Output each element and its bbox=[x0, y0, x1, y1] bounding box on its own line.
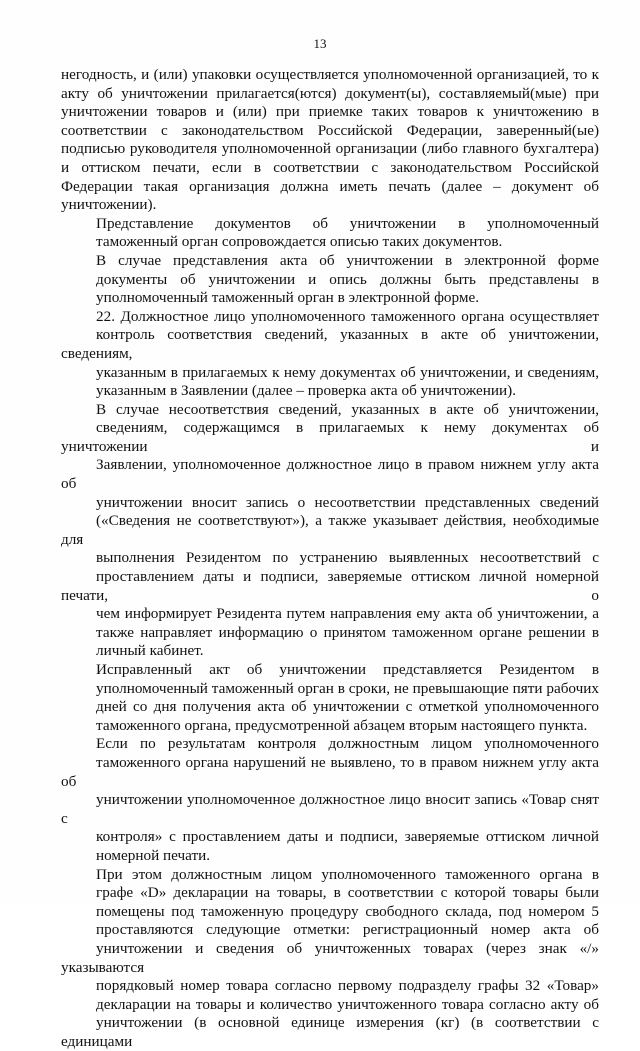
text-line: уничтожении уполномоченное должностное лицо вносит запись «Товар снят с bbox=[61, 791, 599, 827]
text-line: проставлением даты и подписи, заверяемые оттиском личной номерной печати, о bbox=[61, 568, 599, 604]
text-line: указанным в Заявлении (далее – проверка акта об уничтожении). bbox=[96, 382, 516, 400]
paragraph bbox=[61, 735, 599, 865]
text-line: уполномоченный таможенный орган в сроки, не превышающие пяти рабочих bbox=[96, 679, 599, 697]
paragraph bbox=[61, 252, 599, 308]
text-line: таможенного органа нарушений не выявлено, то в правом нижнем углу акта об bbox=[61, 753, 599, 790]
text-line: порядковый номер товара согласно первому подразделу графы 32 «Товар» bbox=[96, 977, 599, 995]
text-line: контроль соответствия сведений, указанных в акте об уничтожении, сведениям, bbox=[61, 326, 599, 362]
text-line: негодность, и (или) упаковки осуществляется уполномоченной организацией, то к bbox=[61, 66, 599, 83]
text-line: декларации на товары и количество уничтоженного товара согласно акту об bbox=[96, 995, 599, 1013]
text-line: также направляет информацию о принятом таможенном органе решении в bbox=[96, 623, 599, 641]
text-line: В случае несоответствия сведений, указанных в акте об уничтожении, bbox=[96, 400, 599, 418]
text-line: уничтожении (в основной единице измерения (кг) (в соответствии с единицами bbox=[61, 1014, 599, 1050]
paragraph bbox=[61, 308, 599, 401]
text-line: При этом должностным лицом уполномоченного таможенного органа в bbox=[96, 865, 599, 883]
paragraph bbox=[61, 661, 599, 735]
text-line: помещены под таможенную процедуру свободного склада, под номером 5 bbox=[96, 902, 599, 920]
text-line: указанным в прилагаемых к нему документах об уничтожении, и сведениям, bbox=[96, 363, 599, 381]
text-line: чем информирует Резидента путем направления ему акта об уничтожении, а bbox=[96, 605, 599, 623]
text-line: В случае представления акта об уничтожении в электронной форме bbox=[96, 251, 599, 269]
text-line: документы об уничтожении и опись должны быть представлены в bbox=[96, 270, 599, 288]
text-line: Заявлении, уполномоченное должностное лицо в правом нижнем углу акта об bbox=[61, 456, 599, 493]
text-line: сведениям, содержащимся в прилагаемых к нему документах об уничтожении и bbox=[61, 419, 599, 455]
text-line: Федерации такая организация должна иметь печать (далее – документ об bbox=[61, 177, 599, 195]
text-line: выполнения Резидентом по устранению выявленных несоответствий с bbox=[96, 549, 599, 567]
text-line: и оттиском печати, если в соответствии с законодательством Российской bbox=[61, 158, 599, 176]
text-line: контроля» с проставлением даты и подписи, заверяемые оттиском личной bbox=[96, 828, 599, 846]
paragraph bbox=[61, 215, 599, 252]
text-line: графе «D» декларации на товары, в соответствии с которой товары были bbox=[96, 884, 599, 902]
text-line: Представление документов об уничтожении в уполномоченный bbox=[96, 214, 599, 232]
text-line: 22. Должностное лицо уполномоченного таможенного органа осуществляет bbox=[96, 307, 599, 325]
paragraph bbox=[61, 66, 599, 215]
text-line: дней со дня получения акта об уничтожении с отметкой уполномоченного bbox=[96, 698, 599, 716]
text-line: подписью руководителя уполномоченной организации (либо главного бухгалтера) bbox=[61, 140, 599, 158]
paragraph bbox=[61, 866, 599, 1051]
text-line: акту об уничтожении прилагается(ются) документ(ы), составляемый(мые) при bbox=[61, 84, 599, 102]
text-line: уничтожении и сведения об уничтоженных товарах (через знак «/» указываются bbox=[61, 939, 599, 976]
text-line: номерной печати. bbox=[96, 846, 211, 864]
text-line: Исправленный акт об уничтожении представляется Резидентом в bbox=[96, 661, 599, 678]
text-line: («Сведения не соответствуют»), а также указывает действия, необходимые для bbox=[61, 512, 599, 548]
text-line: уполномоченный таможенный орган в электронной форме. bbox=[96, 289, 480, 307]
text-line: уничтожении). bbox=[61, 196, 157, 214]
text-line: таможенный орган сопровождается описью таких документов. bbox=[96, 233, 503, 251]
text-line: таможенного органа, предусмотренной абзацем вторым настоящего пункта. bbox=[96, 716, 588, 734]
page-number: 13 bbox=[313, 36, 327, 51]
text-line: уничтожении товаров и (или) при приемке таких товаров к уничтожению в bbox=[61, 103, 599, 121]
document-body bbox=[61, 66, 599, 1051]
text-line: Если по результатам контроля должностным лицом уполномоченного bbox=[96, 735, 599, 753]
paragraph bbox=[61, 401, 599, 661]
text-line: соответствии с законодательством Российской Федерации, заверенный(ые) bbox=[61, 121, 599, 139]
text-line: проставляются следующие отметки: регистрационный номер акта об bbox=[96, 921, 599, 939]
text-line: уничтожении вносит запись о несоответствии представленных сведений bbox=[96, 493, 599, 511]
text-line: личный кабинет. bbox=[96, 642, 204, 660]
